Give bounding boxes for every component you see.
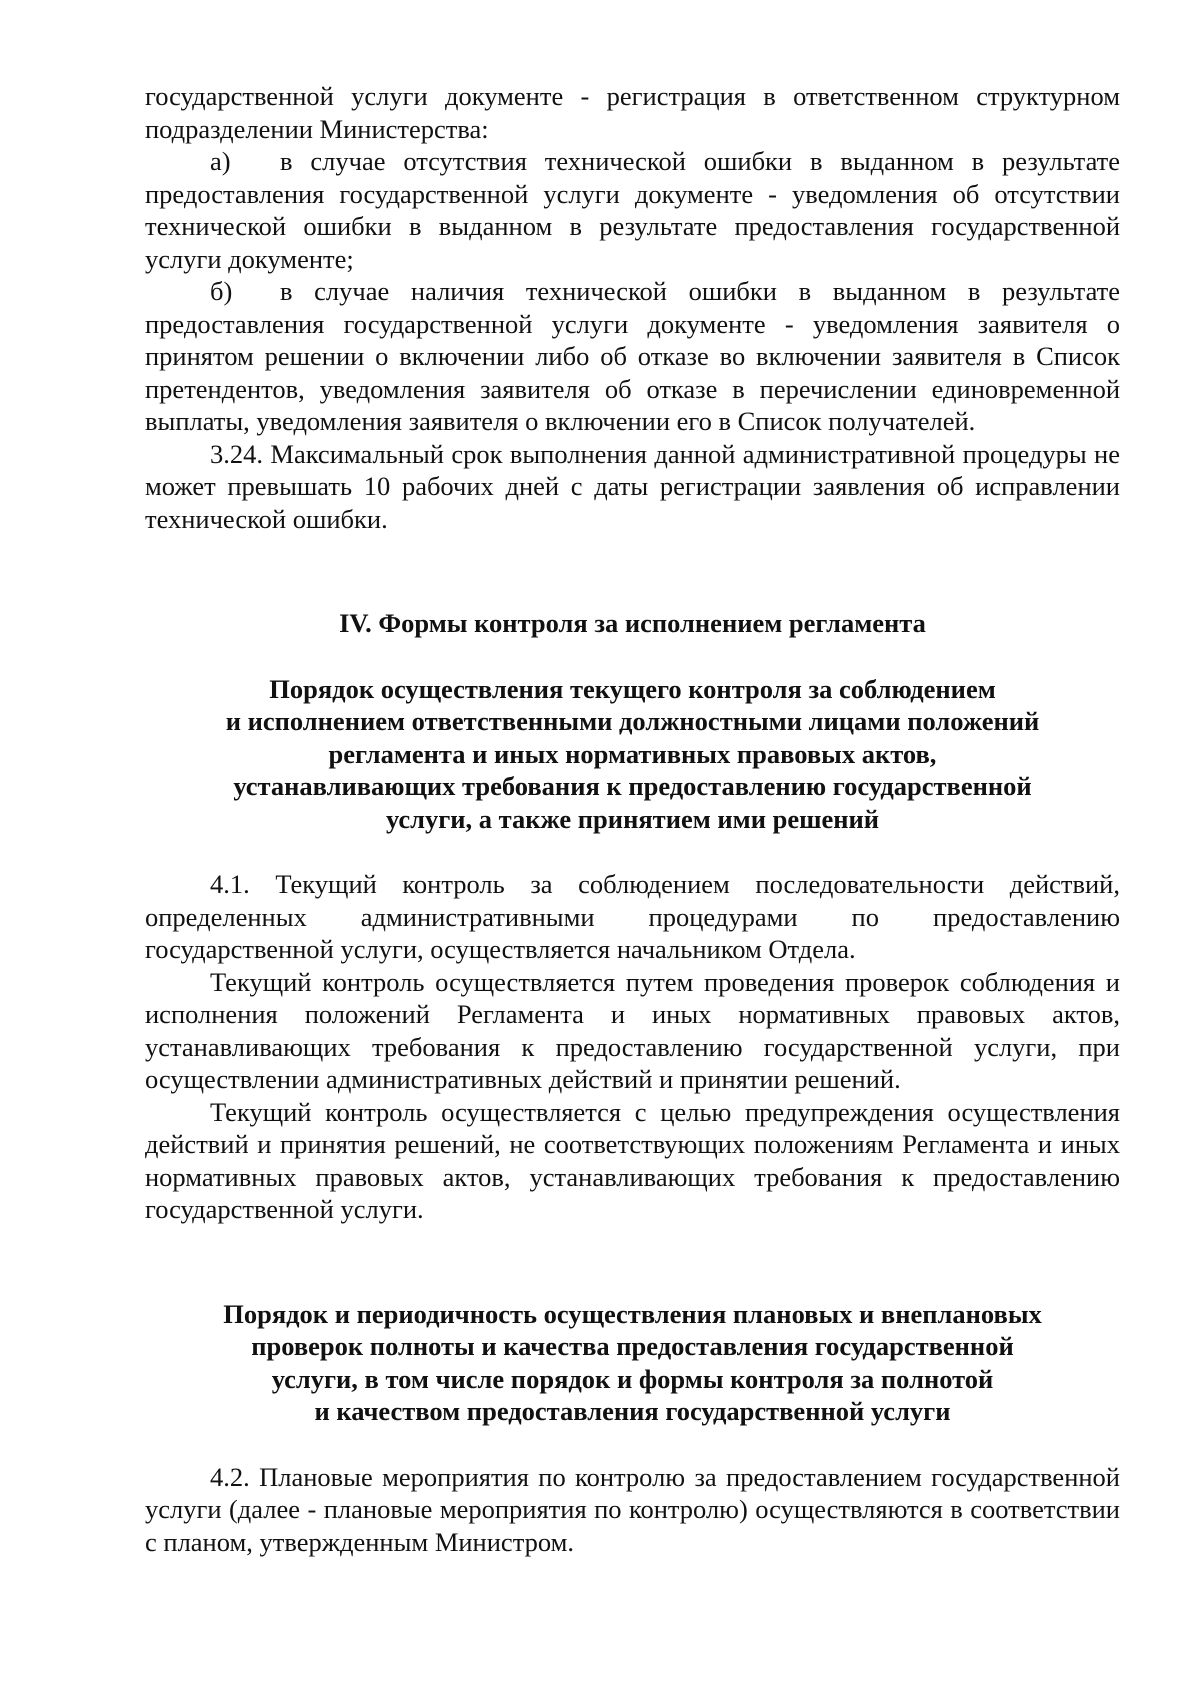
heading-line: и исполнением ответственными должностными лицами положений xyxy=(225,706,1040,736)
heading-line: регламента и иных нормативных правовых актов, xyxy=(328,738,937,769)
subsection-inspections-heading xyxy=(145,1298,1120,1428)
list-item-b-label: б) xyxy=(210,276,233,306)
list-item-a xyxy=(145,145,1120,275)
list-item-b xyxy=(145,275,1120,438)
heading-line: проверок полноты и качества предоставления государственной xyxy=(251,1331,1014,1361)
spacer xyxy=(145,835,1120,868)
paragraph-4-1-current-control: Текущий контроль осуществляется путем проведения проверок соблюдения и исполнения положений Регламента и иных нормативных правовых актов, устанавливающих требования к предоставлению государственной услуги, при осуществлении административных действий и принятии решений. xyxy=(145,966,1120,1094)
heading-line: устанавливающих требования к предоставлению государственной xyxy=(233,771,1032,801)
heading-line: услуги, а также принятием ими решений xyxy=(385,803,880,834)
spacer xyxy=(145,1428,1120,1461)
spacer xyxy=(145,640,1120,673)
paragraph-4-2: 4.2. Плановые мероприятия по контролю за предоставлением государственной услуги (далее - плановые мероприятия по контролю) осуществляются в соответствии с планом, утвержденным Министром. xyxy=(145,1461,1120,1557)
paragraph-3-24: 3.24. Максимальный срок выполнения данной административной процедуры не может превышать 10 рабочих дней с даты регистрации заявления об исправлении технической ошибки. xyxy=(145,438,1120,534)
heading-line: и качеством предоставления государственной услуги xyxy=(314,1396,951,1426)
paragraph-4-1: 4.1. Текущий контроль за соблюдением последовательности действий, определенных административными процедурами по предоставлению государственной услуги, осуществляется начальником Отдела. xyxy=(145,869,1120,964)
list-item-a-label: а) xyxy=(210,146,231,176)
spacer xyxy=(145,535,1120,607)
section-4-title: IV. Формы контроля за исполнением регламента xyxy=(339,608,926,638)
heading-line: услуги, в том числе порядок и формы контроля за полнотой xyxy=(271,1363,994,1394)
paragraph-registration: государственной услуги документе - регистрация в ответственном структурном подразделении Министерства: xyxy=(145,81,1120,144)
spacer xyxy=(145,1226,1120,1298)
subsection-current-control-heading xyxy=(145,673,1120,836)
heading-line: Порядок и периодичность осуществления плановых и внеплановых xyxy=(223,1298,1042,1329)
heading-line: Порядок осуществления текущего контроля за соблюдением xyxy=(269,673,996,704)
list-item-a-text: в случае отсутствия технической ошибки в выданном в результате предоставления государственной услуги документе - уведомления об отсутствии технической ошибки в выданном в результате предоставления государственной услуги документе; xyxy=(145,146,1120,274)
list-item-b-text: в случае наличия технической ошибки в выданном в результате предоставления государственной услуги документе - уведомления заявителя о принятом решении о включении либо об отказе во включении заявителя в Список претендентов, уведомления заявителя об отказе в перечислении единовременной выплаты, уведомления заявителя о включении его в Список получателей. xyxy=(145,276,1120,436)
document-page xyxy=(145,80,1120,1558)
paragraph-4-1-purpose: Текущий контроль осуществляется с целью предупреждения осуществления действий и принятия решений, не соответствующих положениям Регламента и иных нормативных правовых актов, устанавливающих требования к предоставлению государственной услуги. xyxy=(145,1096,1120,1224)
